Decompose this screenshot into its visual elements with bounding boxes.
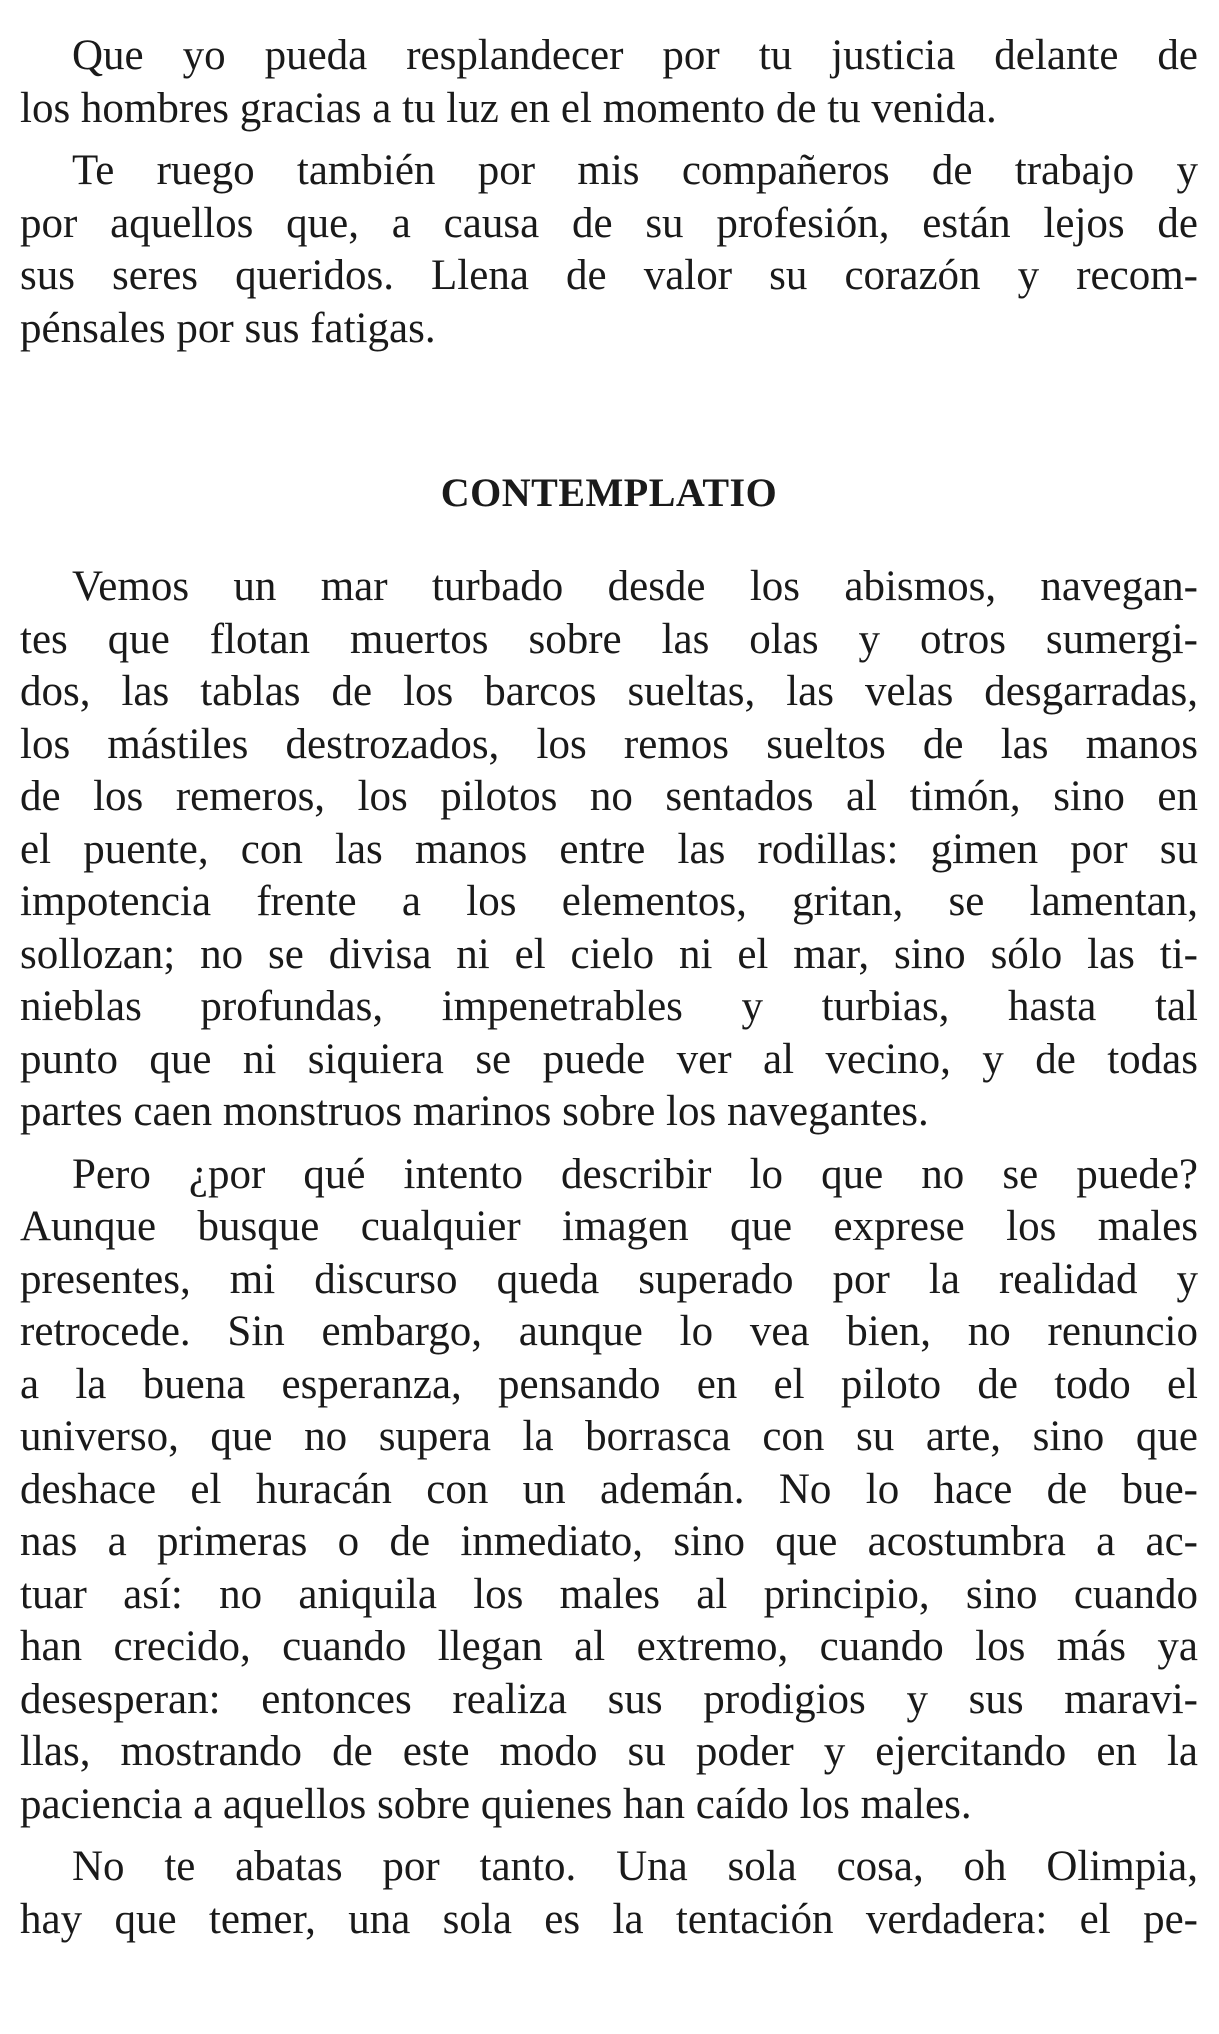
- intro-text: [20, 30, 1198, 355]
- paragraph: [20, 30, 1198, 135]
- document-page: [20, 30, 1198, 1946]
- text-line: han crecido, cuando llegan al extremo, cuando los más ya: [20, 1623, 1198, 1670]
- text-line: presentes, mi discurso queda superado por la realidad y: [20, 1255, 1198, 1303]
- text-line: impotencia frente a los elementos, gritan, se lamentan,: [20, 878, 1198, 925]
- text-line: nieblas profundas, impenetrables y turbias, hasta tal: [20, 983, 1198, 1030]
- paragraph: [20, 1841, 1198, 1946]
- text-line: llas, mostrando de este modo su poder y ejercitando en la: [20, 1728, 1198, 1775]
- text-line: sollozan; no se divisa ni el cielo ni el mar, sino sólo las ti-: [20, 930, 1198, 978]
- text-line: a la buena esperanza, pensando en el piloto de todo el: [20, 1360, 1198, 1408]
- text-line: el puente, con las manos entre las rodillas: gimen por su: [20, 825, 1198, 873]
- text-line: nas a primeras o de inmediato, sino que acostumbra a ac-: [20, 1518, 1198, 1565]
- text-line: Te ruego también por mis compañeros de trabajo y: [72, 147, 1198, 194]
- text-line: Vemos un mar turbado desde los abismos, navegan-: [72, 563, 1198, 610]
- text-line: No te abatas por tanto. Una sola cosa, oh Olimpia,: [72, 1843, 1198, 1890]
- text-line: pénsales por sus fatigas.: [20, 304, 436, 352]
- text-line: sus seres queridos. Llena de valor su corazón y recom-: [20, 252, 1198, 299]
- paragraph: [20, 1149, 1198, 1832]
- text-line: tes que flotan muertos sobre las olas y otros sumergi-: [20, 615, 1198, 663]
- text-line: partes caen monstruos marinos sobre los navegantes.: [20, 1088, 929, 1135]
- text-line: deshace el huracán con un ademán. No lo hace de bue-: [20, 1465, 1198, 1513]
- text-line: tuar así: no aniquila los males al principio, sino cuando: [20, 1570, 1198, 1618]
- contemplatio-text: [20, 561, 1198, 1946]
- text-line: de los remeros, los pilotos no sentados al timón, sino en: [20, 773, 1198, 820]
- text-line: Aunque busque cualquier imagen que exprese los males: [20, 1203, 1198, 1250]
- text-line: universo, que no supera la borrasca con su arte, sino que: [20, 1413, 1198, 1460]
- text-line: retrocede. Sin embargo, aunque lo vea bien, no renuncio: [20, 1308, 1198, 1355]
- text-line: punto que ni siquiera se puede ver al vecino, y de todas: [20, 1035, 1198, 1083]
- text-line: por aquellos que, a causa de su profesión, están lejos de: [20, 199, 1198, 247]
- text-line: paciencia a aquellos sobre quienes han caído los males.: [20, 1780, 972, 1828]
- text-line: hay que temer, una sola es la tentación verdadera: el pe-: [20, 1895, 1198, 1943]
- text-line: Que yo pueda resplandecer por tu justicia delante de: [72, 32, 1198, 79]
- paragraph: [20, 561, 1198, 1139]
- text-line: los mástiles destrozados, los remos sueltos de las manos: [20, 720, 1198, 768]
- paragraph: [20, 145, 1198, 355]
- section-title: CONTEMPLATIO: [440, 470, 778, 515]
- text-line: desesperan: entonces realiza sus prodigios y sus maravi-: [20, 1675, 1198, 1723]
- text-line: dos, las tablas de los barcos sueltas, las velas desgarradas,: [20, 668, 1198, 715]
- text-line: los hombres gracias a tu luz en el momento de tu venida.: [20, 84, 997, 132]
- text-line: Pero ¿por qué intento describir lo que no se puede?: [72, 1150, 1198, 1198]
